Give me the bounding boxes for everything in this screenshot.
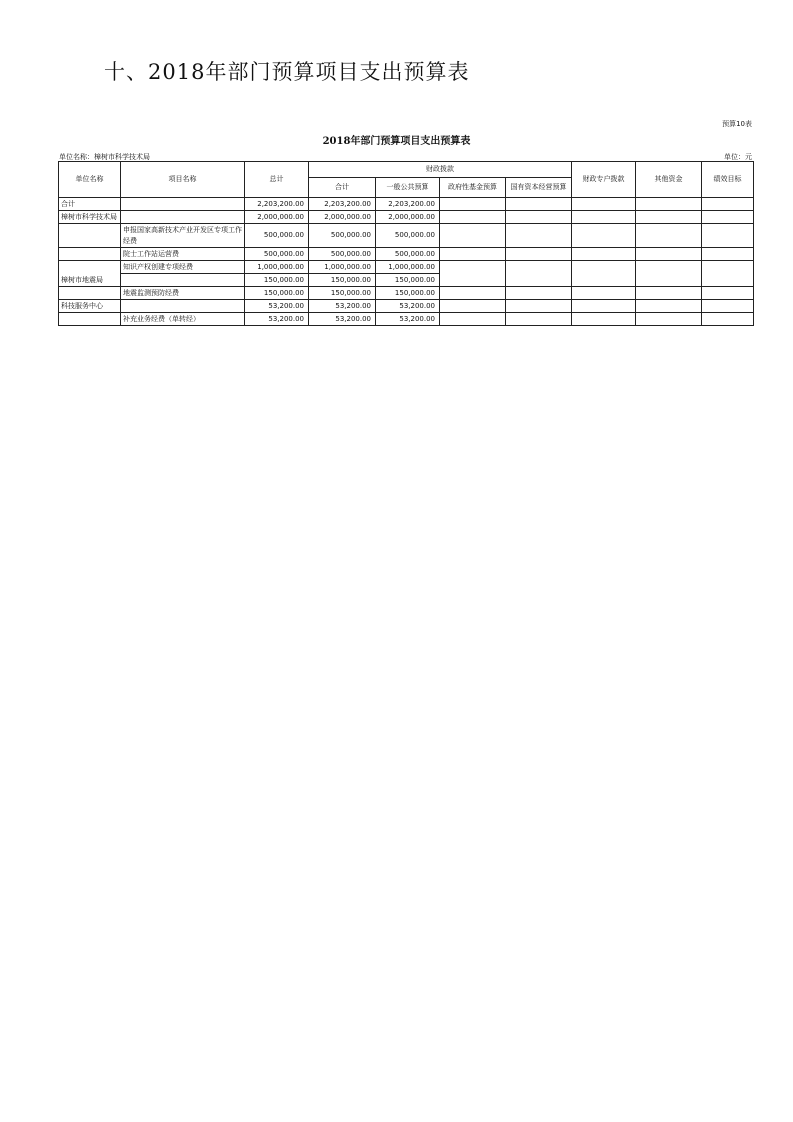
cell-total: 500,000.00 (245, 248, 309, 261)
header-subtotal: 合计 (309, 178, 376, 198)
table-row (59, 248, 754, 261)
cell-unit (59, 248, 121, 261)
cell-project: 知识产权创建专项经费 (121, 261, 245, 274)
table-row (59, 198, 754, 211)
page-heading: 十、2018年部门预算项目支出预算表 (104, 60, 470, 84)
cell-subtotal: 500,000.00 (309, 248, 376, 261)
unit-name-value: 樟树市科学技术局 (94, 153, 150, 161)
cell-unit (59, 287, 121, 300)
budget-table (58, 161, 754, 326)
header-row-1 (59, 162, 754, 178)
cell-project: 地震监测预防经费 (121, 287, 245, 300)
cell-unit: 樟树市地震局 (59, 261, 121, 287)
cell-project (121, 198, 245, 211)
cell-total: 2,000,000.00 (245, 211, 309, 224)
cell-unit (59, 313, 121, 326)
header-fiscal-group: 财政拨款 (309, 162, 572, 178)
cell-subtotal: 2,000,000.00 (309, 211, 376, 224)
cell-unit: 合计 (59, 198, 121, 211)
cell-general: 500,000.00 (376, 248, 440, 261)
header-gov-fund-budget: 政府性基金预算 (440, 178, 506, 198)
cell-general: 2,000,000.00 (376, 211, 440, 224)
table-row (59, 224, 754, 248)
cell-subtotal: 1,000,000.00 (309, 261, 376, 274)
cell-subtotal: 53,200.00 (309, 313, 376, 326)
cell-subtotal: 150,000.00 (309, 274, 376, 287)
cell-total: 1,000,000.00 (245, 261, 309, 274)
cell-unit: 科技服务中心 (59, 300, 121, 313)
cell-total: 2,203,200.00 (245, 198, 309, 211)
header-other-funds: 其他资金 (636, 162, 702, 198)
header-project-name: 项目名称 (121, 162, 245, 198)
header-performance-goals: 绩效目标 (702, 162, 754, 198)
cell-project: 补充业务经费（单转经） (121, 313, 245, 326)
cell-subtotal: 53,200.00 (309, 300, 376, 313)
cell-general: 53,200.00 (376, 313, 440, 326)
cell-project (121, 211, 245, 224)
cell-project: 申报国家高新技术产业开发区专项工作经费 (121, 224, 245, 248)
cell-general: 500,000.00 (376, 224, 440, 248)
header-general-budget: 一般公共预算 (376, 178, 440, 198)
cell-project: 院士工作站运营费 (121, 248, 245, 261)
cell-total: 53,200.00 (245, 313, 309, 326)
header-state-capital-budget: 国有资本经营预算 (506, 178, 572, 198)
table-row (59, 313, 754, 326)
cell-subtotal: 150,000.00 (309, 287, 376, 300)
cell-general: 2,203,200.00 (376, 198, 440, 211)
cell-general: 150,000.00 (376, 287, 440, 300)
unit-name-label: 单位名称： (59, 153, 94, 161)
cell-general: 150,000.00 (376, 274, 440, 287)
table-row (59, 211, 754, 224)
table-row (59, 300, 754, 313)
cell-total: 500,000.00 (245, 224, 309, 248)
cell-subtotal: 500,000.00 (309, 224, 376, 248)
cell-total: 150,000.00 (245, 287, 309, 300)
form-code: 预算10表 (722, 120, 752, 128)
cell-project (121, 300, 245, 313)
header-total: 总计 (245, 162, 309, 198)
table-title: 2018年部门预算项目支出预算表 (322, 136, 471, 147)
cell-total: 150,000.00 (245, 274, 309, 287)
measure-unit: 单位：元 (724, 153, 752, 161)
cell-unit: 樟树市科学技术局 (59, 211, 121, 224)
cell-general: 53,200.00 (376, 300, 440, 313)
table-row (59, 287, 754, 300)
cell-unit (59, 224, 121, 248)
table-row (59, 261, 754, 274)
cell-total: 53,200.00 (245, 300, 309, 313)
header-unit-name: 单位名称 (59, 162, 121, 198)
cell-project (121, 274, 245, 287)
cell-general: 1,000,000.00 (376, 261, 440, 274)
header-fiscal-special: 财政专户拨款 (572, 162, 636, 198)
cell-subtotal: 2,203,200.00 (309, 198, 376, 211)
